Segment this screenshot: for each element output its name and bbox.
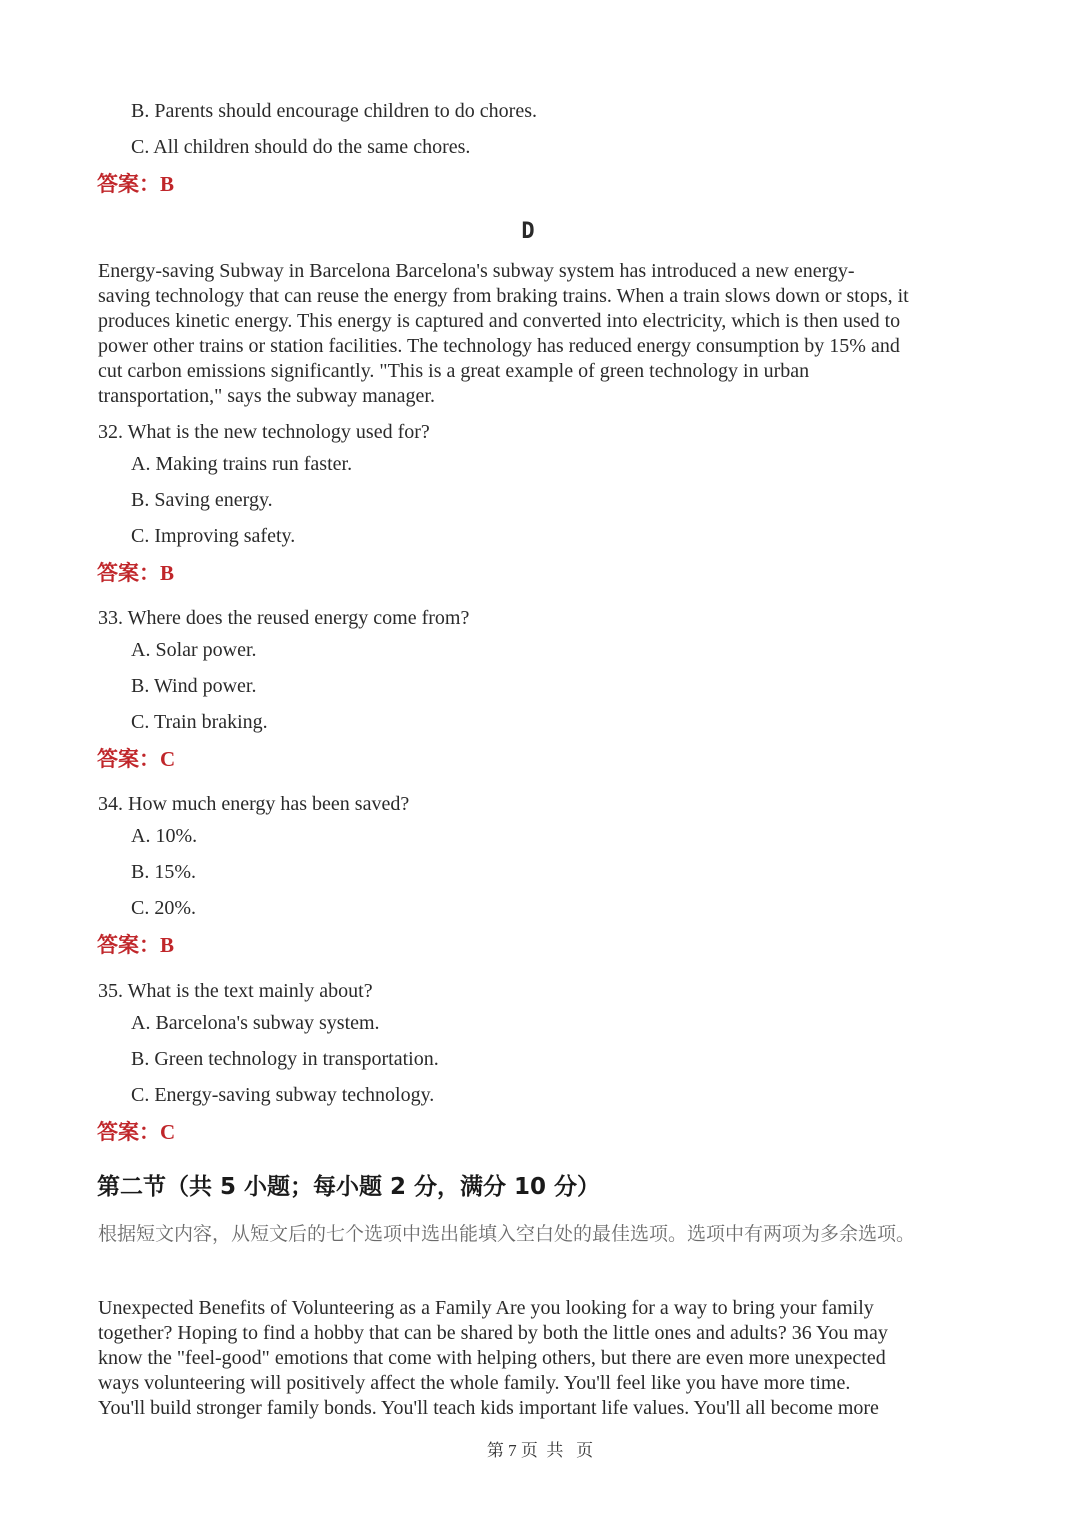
answer-value: C [160, 747, 176, 771]
passage-line: Energy-saving Subway in Barcelona Barcelona's subway system has introduced a new energy- [98, 260, 855, 282]
question-32-option-b: B. Saving energy. [131, 489, 273, 511]
answer-value: B [160, 561, 175, 585]
passage-line: Unexpected Benefits of Volunteering as a Family Are you looking for a way to bring your family [98, 1297, 874, 1319]
passage-line: saving technology that can reuse the energy from braking trains. When a train slows down or stops, it [98, 285, 909, 307]
prev-answer [97, 171, 174, 197]
prev-option-b: B. Parents should encourage children to do chores. [131, 100, 538, 122]
answer-value: B [160, 172, 175, 196]
section-d-heading: D [521, 219, 535, 244]
answer-label: 答案： [97, 172, 160, 196]
question-34-option-c: C. 20%. [131, 897, 196, 919]
passage-line: together? Hoping to find a hobby that can be shared by both the little ones and adults? 36 You may [98, 1322, 888, 1344]
question-33-option-a: A. Solar power. [131, 639, 257, 661]
answer-label: 答案： [97, 1120, 160, 1144]
passage-line: cut carbon emissions significantly. "This is a great example of green technology in urban [98, 360, 810, 382]
question-35: 35. What is the text mainly about? [98, 980, 373, 1002]
passage-section-two [98, 1296, 988, 1421]
passage-line: ways volunteering will positively affect the whole family. You'll feel like you have more time. [98, 1372, 851, 1394]
passage-line: produces kinetic energy. This energy is captured and converted into electricity, which is then used to [98, 310, 901, 332]
question-33-option-c: C. Train braking. [131, 711, 268, 733]
prev-option-c: C. All children should do the same chores. [131, 136, 471, 158]
passage-line: know the "feel-good" emotions that come with helping others, but there are even more unexpected [98, 1347, 886, 1369]
question-34-option-b: B. 15%. [131, 861, 196, 883]
passage-line: You'll build stronger family bonds. You'll teach kids important life values. You'll all become more [98, 1397, 879, 1419]
question-35-option-c: C. Energy-saving subway technology. [131, 1084, 435, 1106]
question-34-answer [97, 932, 174, 958]
question-33-answer [97, 746, 175, 772]
question-33-option-b: B. Wind power. [131, 675, 257, 697]
question-33: 33. Where does the reused energy come from? [98, 607, 470, 629]
passage-line: transportation," says the subway manager. [98, 385, 435, 407]
section-two-title: 第二节（共 5 小题；每小题 2 分，满分 10 分） [97, 1174, 601, 1200]
question-34-option-a: A. 10%. [131, 825, 198, 847]
question-35-option-b: B. Green technology in transportation. [131, 1048, 439, 1070]
question-32-option-a: A. Making trains run faster. [131, 453, 353, 475]
page-number-footer: 第 7 页 共 页 [486, 1441, 594, 1460]
passage-line: power other trains or station facilities. The technology has reduced energy consumption by 15% and [98, 335, 900, 357]
answer-label: 答案： [97, 747, 160, 771]
answer-label: 答案： [97, 561, 160, 585]
section-two-instruction: 根据短文内容，从短文后的七个选项中选出能填入空白处的最佳选项。选项中有两项为多余选项。 [98, 1223, 916, 1245]
question-34: 34. How much energy has been saved? [98, 793, 410, 815]
question-32-option-c: C. Improving safety. [131, 525, 296, 547]
question-32-answer [97, 560, 174, 586]
question-32: 32. What is the new technology used for? [98, 421, 430, 443]
question-35-answer [97, 1119, 175, 1145]
answer-value: C [160, 1120, 176, 1144]
passage-d [98, 259, 988, 409]
answer-value: B [160, 933, 175, 957]
answer-label: 答案： [97, 933, 160, 957]
question-35-option-a: A. Barcelona's subway system. [131, 1012, 380, 1034]
